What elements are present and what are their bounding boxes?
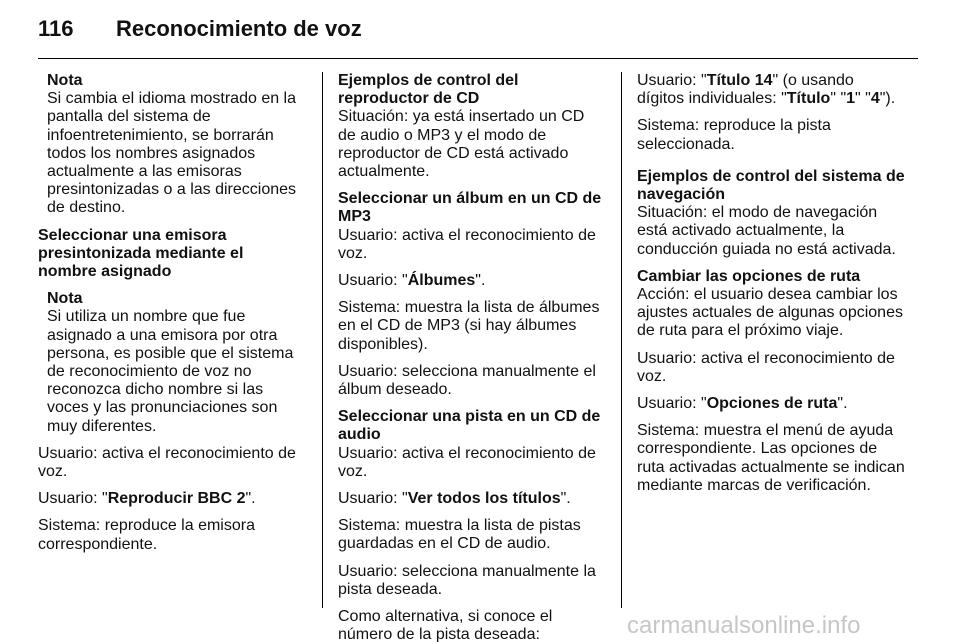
text: Usuario: " bbox=[338, 272, 408, 290]
paragraph: Usuario: activa el reconocimiento de voz. bbox=[338, 226, 596, 262]
paragraph: Sistema: muestra la lista de álbumes en el CD de MP3 (si hay álbumes disponibles). bbox=[338, 299, 600, 353]
text: ". bbox=[245, 490, 256, 508]
paragraph bbox=[338, 490, 606, 508]
voice-command: Título 14 bbox=[706, 72, 773, 89]
column-2 bbox=[338, 72, 606, 642]
column-divider-1 bbox=[322, 72, 323, 608]
text: " " bbox=[830, 90, 847, 108]
text: Usuario: " bbox=[637, 72, 707, 89]
paragraph: Usuario: activa el reconocimiento de voz. bbox=[338, 444, 596, 480]
watermark: carmanualsonline.info bbox=[627, 612, 861, 639]
page-number: 116 bbox=[38, 16, 74, 41]
header-rule bbox=[38, 58, 918, 59]
note-title: Nota bbox=[47, 290, 83, 308]
paragraph: Usuario: selecciona manualmente el álbum deseado. bbox=[338, 362, 596, 399]
paragraph bbox=[38, 490, 306, 508]
paragraph bbox=[637, 395, 905, 413]
paragraph: Sistema: muestra la lista de pistas guardadas en el CD de audio. bbox=[338, 517, 581, 553]
paragraph: Sistema: reproduce la emisora correspondiente. bbox=[38, 517, 255, 553]
subsection-heading: Seleccionar un álbum en un CD de MP3 bbox=[338, 190, 602, 226]
paragraph: Situación: el modo de navegación está activado actualmente, la conducción guiada no está activada. bbox=[637, 204, 896, 258]
section-heading bbox=[38, 227, 306, 282]
text: "). bbox=[879, 90, 896, 108]
page-header bbox=[38, 16, 918, 46]
text: " (o usando dígitos individuales: " bbox=[637, 72, 854, 108]
text: Usuario: " bbox=[338, 490, 408, 508]
paragraph: Acción: el usuario desea cambiar los ajustes actuales de algunas opciones de ruta para el próximo viaje. bbox=[637, 286, 903, 340]
note-title: Nota bbox=[47, 72, 83, 89]
paragraph: Sistema: muestra el menú de ayuda correspondiente. Las opciones de ruta activadas actualmente se indican mediante marcas de verificación. bbox=[637, 422, 905, 494]
voice-command: Título bbox=[786, 90, 831, 108]
column-divider-2 bbox=[621, 72, 622, 608]
section-heading: Ejemplos de control del reproductor de CD bbox=[338, 72, 519, 108]
voice-command: 4 bbox=[870, 90, 880, 108]
paragraph: Usuario: activa el reconocimiento de voz. bbox=[637, 349, 895, 385]
page-title: Reconocimiento de voz bbox=[116, 16, 362, 41]
text: Usuario: " bbox=[38, 490, 108, 508]
text: ". bbox=[560, 490, 571, 508]
note-text: Si cambia el idioma mostrado en la pantalla del sistema de infoentretenimiento, se borrarán todos los nombres asignados actualmente a las emisoras presintonizadas o a las direcciones de destino. bbox=[47, 90, 297, 217]
subsection-heading: Seleccionar una pista en un CD de audio bbox=[338, 408, 601, 444]
text: Usuario: " bbox=[637, 395, 707, 413]
subsection-heading: Cambiar las opciones de ruta bbox=[637, 267, 861, 285]
voice-command: Opciones de ruta bbox=[706, 395, 838, 413]
section-heading: Ejemplos de control del sistema de navegación bbox=[637, 167, 905, 204]
text: ". bbox=[475, 272, 486, 290]
text: ". bbox=[837, 395, 848, 413]
paragraph: Como alternativa, si conoce el número de la pista deseada: bbox=[338, 608, 553, 642]
note-voice-name bbox=[38, 290, 306, 436]
text: " " bbox=[855, 90, 871, 108]
note-text: Si utiliza un nombre que fue asignado a una emisora por otra persona, es posible que el sistema de reconocimiento de voz no reconozca dicho nombre si las voces y las pronunciaciones son muy diferentes. bbox=[47, 308, 294, 435]
paragraph: Usuario: activa el reconocimiento de voz. bbox=[38, 444, 296, 481]
voice-command: Reproducir BBC 2 bbox=[107, 490, 246, 508]
paragraph: Sistema: reproduce la pista seleccionada. bbox=[637, 117, 831, 153]
voice-command: 1 bbox=[846, 90, 856, 108]
column-1 bbox=[38, 72, 306, 563]
voice-command: Álbumes bbox=[407, 272, 476, 290]
paragraph: Usuario: selecciona manualmente la pista deseada. bbox=[338, 562, 596, 598]
paragraph bbox=[637, 72, 905, 108]
paragraph: Situación: ya está insertado un CD de audio o MP3 y el modo de reproductor de CD está activado actualmente. bbox=[338, 108, 585, 181]
column-3 bbox=[637, 72, 905, 504]
note-language bbox=[38, 72, 306, 218]
paragraph bbox=[338, 272, 606, 290]
voice-command: Ver todos los títulos bbox=[407, 490, 561, 508]
section-heading-text: Seleccionar una emisora presintonizada mediante el nombre asignado bbox=[38, 226, 244, 281]
